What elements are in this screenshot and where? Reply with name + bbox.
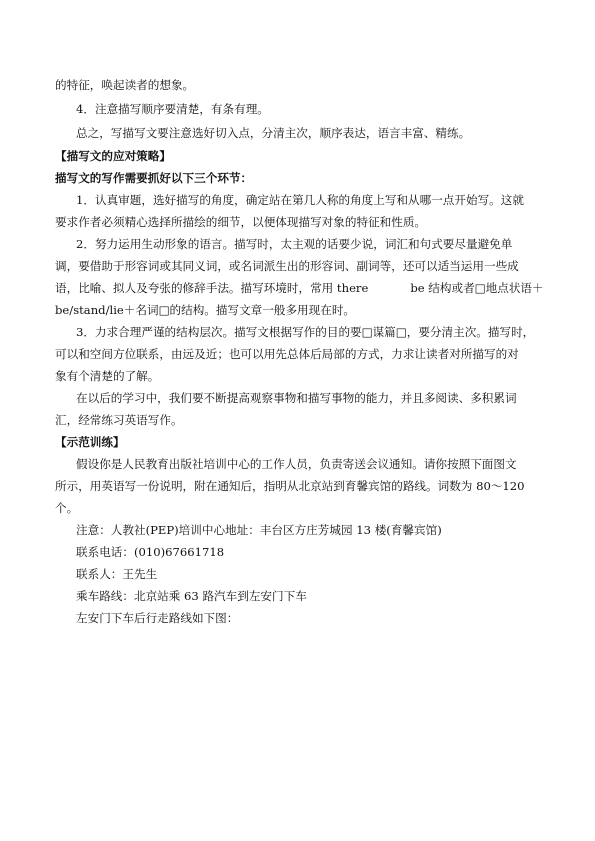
strategy-p1-line2: 要求作者必须精心选择所描绘的细节，以便体现描写对象的特征和性质。 [55, 215, 427, 229]
tip-4: 4．注意描写顺序要清楚，有条有理。 [76, 102, 269, 116]
strategy-p2-line1: 2．努力运用生动形象的语言。描写时，太主观的话要少说，词汇和句式要尽量避免单 [76, 237, 513, 251]
intro-line-end: 的特征，唤起读者的想象。 [55, 78, 195, 92]
summary-paragraph: 总之，写描写文要注意选好切入点，分清主次，顺序表达，语言丰富、精练。 [76, 126, 471, 140]
training-route: 乘车路线：北京站乘 63 路汽车到左安门下车 [76, 589, 307, 603]
strategy-p2-line2: 调，要借助于形容词或其同义词，或名词派生出的形容词、副词等，还可以适当运用一些成 [55, 259, 519, 273]
strategy-p1-line1: 1．认真审题，选好描写的角度，确定站在第几人称的角度上写和从哪一点开始写。这就 [76, 193, 524, 207]
training-phone: 联系电话：(010)67661718 [76, 545, 225, 559]
training-task-line1: 假设你是人民教育出版社培训中心的工作人员，负责寄送会议通知。请你按照下面图文 [76, 457, 517, 471]
strategy-p2-line3-a: 语，比喻、拟人及夸张的修辞手法。描写环境时，常用 there [55, 281, 369, 295]
strategy-p2-line4: be/stand/lie＋名词□的结构。描写文章一般多用现在时。 [55, 303, 356, 317]
strategy-p3-line3: 象有个清楚的了解。 [55, 369, 160, 383]
training-walk: 左安门下车后行走路线如下图： [76, 611, 239, 625]
strategy-p4-line2: 汇，经常练习英语写作。 [55, 413, 183, 427]
training-note: 注意：人教社(PEP)培训中心地址：丰台区方庄芳城园 13 楼(育馨宾馆) [76, 523, 442, 537]
strategy-p3-line1: 3．力求合理严谨的结构层次。描写文根据写作的目的要□谋篇□，要分清主次。描写时， [76, 325, 535, 339]
strategy-p2-line3-b: be 结构或者□地点状语＋ [410, 281, 544, 295]
training-contact: 联系人：王先生 [76, 567, 158, 581]
training-task-line3: 个。 [55, 501, 79, 515]
strategy-heading: 【描写文的应对策略】 [55, 149, 171, 163]
strategy-p3-line2: 可以和空间方位联系，由远及近；也可以用先总体后局部的方式，力求让读者对所描写的对 [55, 347, 519, 361]
training-task-line2: 所示，用英语写一份说明，附在通知后，指明从北京站到育馨宾馆的路线。词数为 80～120 [55, 479, 525, 493]
strategy-subheading: 描写文的写作需要抓好以下三个环节： [55, 171, 253, 185]
strategy-p4-line1: 在以后的学习中，我们要不断提高观察事物和描写事物的能力，并且多阅读、多积累词 [76, 391, 517, 405]
strategy-p2-line3 [55, 280, 544, 296]
training-heading: 【示范训练】 [55, 435, 125, 449]
